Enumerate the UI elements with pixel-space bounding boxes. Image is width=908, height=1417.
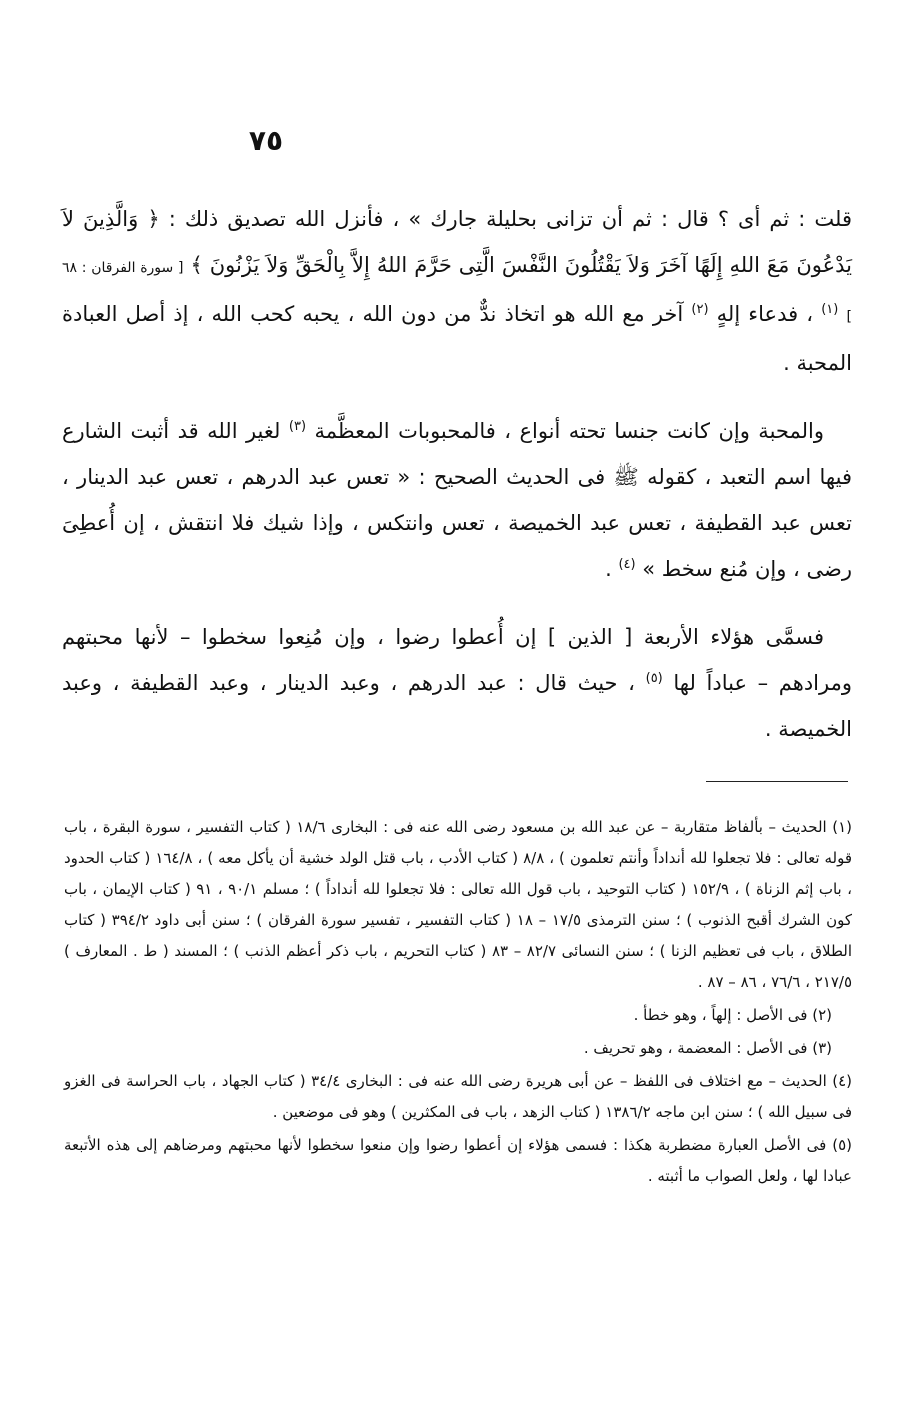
paragraph-3-intro: فسمَّى هؤلاء الأربعة [ الذين ] إن أُعطوا رضوا ، وإن مُنِعوا سخطوا – لأنها محبتهم ومرادهم – عباداً لها [62,625,852,695]
footnote-3: (٣) فى الأصل : المعضمة ، وهو تحريف . [583,1039,832,1057]
footnote-marker-5[interactable]: (٥) [645,671,663,686]
paragraph-1-intro: قلت : ثم أى ؟ قال : ثم أن تزانى بحليلة جارك » ، فأنزل الله تصديق ذلك : [168,207,852,231]
footnote-1: (١) الحديث – بألفاظ متقاربة – عن عبد الله بن مسعود رضى الله عنه فى : البخارى ١٨/٦ ( كتاب التفسير ، سورة البقرة ، باب قوله تعالى : فلا تجعلوا لله أنداداً وأنتم تعلمون ) ، ٨/٨ ( كتاب الأدب ، باب قتل الولد خشية أن يأكل معه ) ، ١٦٤/٨ ( كتاب الحدود ، باب إثم الزناة ) ، ١٥٢/٩ ( كتاب التوحيد ، باب قول الله تعالى : فلا تجعلوا لله أنداداً ) ؛ مسلم ٩٠/١ ، ٩١ ( كتاب الإيمان ، باب كون الشرك أقبح الذنوب ) ؛ سنن الترمذى ١٧/٥ – ١٨ ( كتاب التفسير ، تفسير سورة الفرقان ) ؛ سنن أبى داود ٣٩٤/٢ ( كتاب الطلاق ، باب فى تعظيم الزنا ) ؛ سنن النسائى ٨٢/٧ – ٨٣ ( كتاب التحريم ، باب ذكر أعظم الذنب ) ؛ المسند ( ط . المعارف ) ٢١٧/٥ ، ٧٦/٦ ، ٨٦ – ٨٧ . [64,818,853,991]
paragraph-2-end: . [605,557,612,581]
paragraph-2 [62,408,852,592]
paragraph-1-end: آخر مع الله هو اتخاذ ندٌّ من دون الله ، يحبه كحب الله ، إذ أصل العبادة المحبة . [62,302,852,375]
paragraph-1-middle: ، فدعاء إلهٍ [716,302,814,326]
main-text [62,196,852,774]
footnote-marker-2[interactable]: (٢) [691,302,709,317]
paragraph-2-hadith: لغير الله قد أثبت الشارع فيها اسم التعبد ، كقوله ﷺ فى الحديث الصحيح : « تعس عبد الدرهم ، تعس عبد الدينار ، تعس عبد القطيفة ، تعس عبد الخميصة ، تعس وانتكس ، وإذا شيك فلا انتقش ، إن أُعطِىَ رضى ، وإن مُنع سخط » [62,419,852,581]
paragraph-3 [62,614,852,752]
footnote-separator [706,781,848,782]
paragraph-1 [62,196,852,386]
footnote-marker-1[interactable]: (١) [821,302,839,317]
surah-reference: [ سورة الفرقان : ٦٨ ] [62,260,852,325]
footnote-4: (٤) الحديث – مع اختلاف فى اللفظ – عن أبى هريرة رضى الله عنه فى : البخارى ٣٤/٤ ( كتاب الجهاد ، باب الحراسة فى الغزو فى سبيل الله ) ؛ سنن ابن ماجه ١٣٨٦/٢ ( كتاب الزهد ، باب فى المكثرين ) وهو فى موضعين . [64,1072,852,1121]
footnote-2: (٢) فى الأصل : إلهاً ، وهو خطأ . [633,1006,832,1024]
page-number: ٧٥ [248,124,284,157]
footnote-5: (٥) فى الأصل العبارة مضطربة هكذا : فسمى هؤلاء إن أعطوا رضوا وإن منعوا سخطوا لأنها محبتهم ومرضاهم إلى هذه الأتبعة عبادا لها ، ولعل الصواب ما أثبته . [64,1136,852,1185]
paragraph-3-end: ، حيث قال : عبد الدرهم ، وعبد الدينار ، وعبد القطيفة ، وعبد الخميصة . [62,671,852,741]
footnote-marker-4[interactable]: (٤) [618,557,636,572]
paragraph-2-intro: والمحبة وإن كانت جنسا تحته أنواع ، فالمحبوبات المعظَّمة [314,419,824,443]
footnote-marker-3[interactable]: (٣) [288,419,307,434]
footnotes [64,812,852,1194]
quran-verse: ﴿ وَالَّذِينَ لاَ يَدْعُونَ مَعَ اللهِ إِلَهًا آخَرَ وَلاَ يَقْتُلُونَ النَّفْسَ الَّتِى حَرَّمَ اللهُ إِلاَّ بِالْحَقِّ وَلاَ يَزْنُونَ ﴾ [62,207,852,277]
